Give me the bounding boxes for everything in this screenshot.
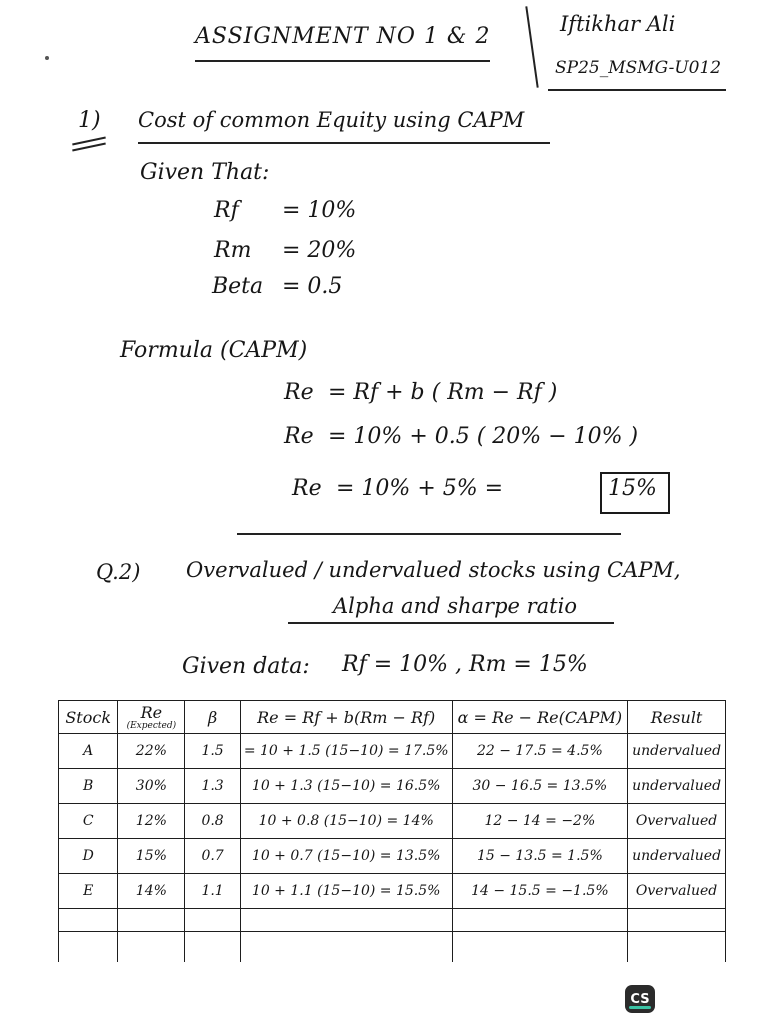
step2-rhs: = 10% + 0.5 ( 20% − 10% ) <box>328 424 639 449</box>
given-rf-value: = 10% <box>282 198 357 223</box>
cell-re: 14% <box>118 874 185 909</box>
title-underline <box>195 60 490 62</box>
header-stock: Stock <box>59 701 118 734</box>
header-re-label: Re <box>140 703 163 722</box>
header-re <box>118 701 185 734</box>
cell-capm: 10 + 0.7 (15−10) = 13.5% <box>240 839 452 874</box>
table-row <box>59 874 726 909</box>
cell-re: 15% <box>118 839 185 874</box>
cell-result: undervalued <box>628 769 726 804</box>
header-capm: Re = Rf + b(Rm − Rf) <box>240 701 452 734</box>
table-row-blank <box>59 909 726 932</box>
step1-rhs: = Rf + b ( Rm − Rf ) <box>328 380 558 405</box>
given-rm-value: = 20% <box>282 238 357 263</box>
assignment-title: ASSIGNMENT NO 1 & 2 <box>195 24 491 49</box>
cell-result: undervalued <box>628 734 726 769</box>
given-beta-value: = 0.5 <box>282 274 343 299</box>
cell-beta: 0.7 <box>185 839 240 874</box>
header-alpha: α = Re − Re(CAPM) <box>452 701 628 734</box>
table-row <box>59 769 726 804</box>
step3-lhs: Re <box>292 476 322 501</box>
step2-lhs: Re <box>284 424 314 449</box>
q1-given-label: Given That: <box>140 160 270 185</box>
q2-given-label: Given data: <box>182 654 310 679</box>
cell-stock: E <box>59 874 118 909</box>
cell-beta: 1.5 <box>185 734 240 769</box>
cell-re: 12% <box>118 804 185 839</box>
step1-lhs: Re <box>284 380 314 405</box>
header-result: Result <box>628 701 726 734</box>
cell-beta: 0.8 <box>185 804 240 839</box>
table-row-blank <box>59 932 726 963</box>
stocks-table <box>58 700 726 962</box>
table-row <box>59 734 726 769</box>
cell-stock: B <box>59 769 118 804</box>
cell-alpha: 15 − 13.5 = 1.5% <box>452 839 628 874</box>
author-name: Iftikhar Ali <box>560 12 676 36</box>
cell-capm: 10 + 1.3 (15−10) = 16.5% <box>240 769 452 804</box>
table-row <box>59 804 726 839</box>
q1-number: 1) <box>78 108 101 133</box>
q2-number: Q.2) <box>96 560 141 584</box>
given-beta-symbol: Beta <box>212 274 264 299</box>
author-registration: SP25_MSMG-U012 <box>555 58 722 78</box>
q2-given-values: Rf = 10% , Rm = 15% <box>342 652 588 677</box>
cell-result: Overvalued <box>628 804 726 839</box>
cell-alpha: 12 − 14 = −2% <box>452 804 628 839</box>
q2-title-line2: Alpha and sharpe ratio <box>333 594 577 618</box>
given-rm-symbol: Rm <box>214 238 252 263</box>
cell-beta: 1.3 <box>185 769 240 804</box>
header-re-sub: (Expected) <box>126 721 177 731</box>
cell-alpha: 22 − 17.5 = 4.5% <box>452 734 628 769</box>
section-divider <box>237 533 621 535</box>
cell-re: 22% <box>118 734 185 769</box>
cell-alpha: 30 − 16.5 = 13.5% <box>452 769 628 804</box>
cell-capm: 10 + 1.1 (15−10) = 15.5% <box>240 874 452 909</box>
table-header-row <box>59 701 726 734</box>
cell-stock: D <box>59 839 118 874</box>
q2-title-underline <box>288 622 614 624</box>
header-beta: β <box>185 701 240 734</box>
cell-alpha: 14 − 15.5 = −1.5% <box>452 874 628 909</box>
camscanner-logo: CS <box>625 985 655 1013</box>
cell-result: undervalued <box>628 839 726 874</box>
cell-beta: 1.1 <box>185 874 240 909</box>
author-underline <box>548 89 726 91</box>
formula-label: Formula (CAPM) <box>120 338 308 363</box>
cell-capm: 10 + 0.8 (15−10) = 14% <box>240 804 452 839</box>
q1-title: Cost of common Equity using CAPM <box>138 108 525 132</box>
cell-capm: = 10 + 1.5 (15−10) = 17.5% <box>240 734 452 769</box>
q2-title-line1: Overvalued / undervalued stocks using CAPM, <box>186 558 681 582</box>
table-row <box>59 839 726 874</box>
stray-mark <box>45 56 49 60</box>
cell-re: 30% <box>118 769 185 804</box>
q1-answer: 15% <box>608 476 657 501</box>
cell-result: Overvalued <box>628 874 726 909</box>
cell-stock: C <box>59 804 118 839</box>
cell-stock: A <box>59 734 118 769</box>
q1-title-underline <box>138 142 550 144</box>
author-divider <box>525 6 538 87</box>
step3-rhs: = 10% + 5% = <box>336 476 504 501</box>
given-rf-symbol: Rf <box>214 198 239 223</box>
